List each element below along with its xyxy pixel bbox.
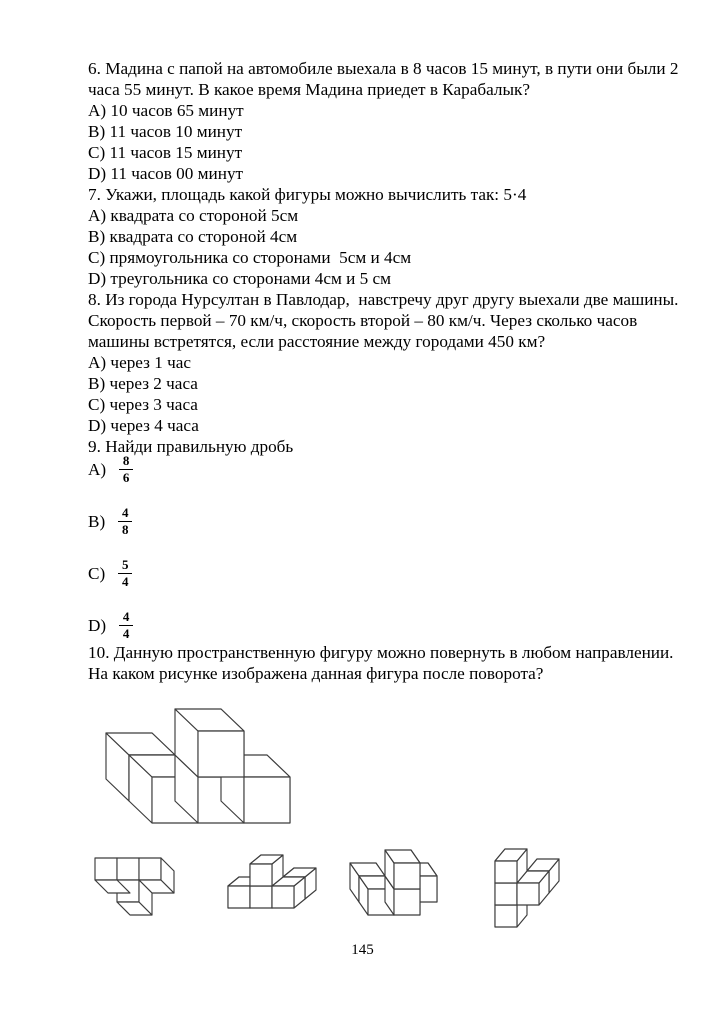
question-6-option-b: B) 11 часов 10 минут bbox=[88, 122, 243, 141]
question-10-text: 10. Данную пространственную фигуру можно повернуть в любом направлении. На каком рисунке изображена данная фигура после поворота? bbox=[88, 643, 678, 683]
question-6-option-a: A) 10 часов 65 минут bbox=[88, 101, 244, 120]
question-9-text: 9. Найди правильную дробь bbox=[88, 437, 294, 456]
cube-figure-main bbox=[106, 709, 290, 823]
fraction-d-numerator: 4 bbox=[119, 610, 133, 626]
fraction-option-d bbox=[88, 608, 688, 642]
question-6-option-c: C) 11 часов 15 минут bbox=[88, 143, 243, 162]
fraction-option-a-label: A) bbox=[88, 459, 107, 479]
fraction-a bbox=[119, 454, 133, 485]
fraction-option-b bbox=[88, 504, 688, 538]
question-6-text: 6. Мадина с папой на автомобиле выехала в 8 часов 15 минут, в пути они были 2 часа 55 минут. В какое время Мадина приедет в Карабалык? bbox=[88, 59, 683, 99]
fraction-a-numerator: 8 bbox=[119, 454, 133, 470]
fraction-c bbox=[118, 558, 132, 589]
fraction-option-c bbox=[88, 556, 688, 590]
fraction-option-d-label: D) bbox=[88, 615, 107, 635]
fraction-d-denominator: 4 bbox=[122, 625, 130, 641]
fraction-a-denominator: 6 bbox=[122, 469, 130, 485]
question-8-text: 8. Из города Нурсултан в Павлодар, навстречу друг другу выехали две машины. Скорость первой – 70 км/ч, скорость второй – 80 км/ч. Через сколько часов машины встретятся, если расстояние между городами 450 км? bbox=[88, 290, 683, 351]
cube-figure-option-1 bbox=[95, 858, 174, 915]
page-content bbox=[88, 58, 688, 684]
fraction-option-c-label: C) bbox=[88, 563, 106, 583]
question-7-option-a: A) квадрата со стороной 5см bbox=[88, 206, 299, 225]
question-7-option-d: D) треугольника со сторонами 4см и 5 см bbox=[88, 269, 392, 288]
fraction-c-denominator: 4 bbox=[121, 573, 129, 589]
question-6-option-d: D) 11 часов 00 минут bbox=[88, 164, 244, 183]
question-8-option-d: D) через 4 часа bbox=[88, 416, 199, 435]
fraction-b-numerator: 4 bbox=[118, 506, 132, 522]
question-8-option-c: C) через 3 часа bbox=[88, 395, 198, 414]
question-9-fraction-options bbox=[88, 452, 688, 642]
fraction-b-denominator: 8 bbox=[121, 521, 129, 537]
question-7-option-c: C) прямоугольника со сторонами 5см и 4см bbox=[88, 248, 412, 267]
cube-figure-option-2 bbox=[228, 855, 316, 908]
cube-figure-option-3 bbox=[350, 850, 437, 915]
fraction-b bbox=[118, 506, 132, 537]
fraction-option-a bbox=[88, 452, 688, 486]
cube-figure-option-4 bbox=[495, 849, 559, 927]
question-8-option-b: B) через 2 часа bbox=[88, 374, 198, 393]
fraction-option-b-label: B) bbox=[88, 511, 106, 531]
fraction-d bbox=[119, 610, 133, 641]
page-number: 145 bbox=[351, 942, 374, 958]
question-7-option-b: B) квадрата со стороной 4см bbox=[88, 227, 298, 246]
question-7-text: 7. Укажи, площадь какой фигуры можно вычислить так: 5·4 bbox=[88, 185, 527, 204]
fraction-c-numerator: 5 bbox=[118, 558, 132, 574]
question-8-option-a: A) через 1 час bbox=[88, 353, 192, 372]
